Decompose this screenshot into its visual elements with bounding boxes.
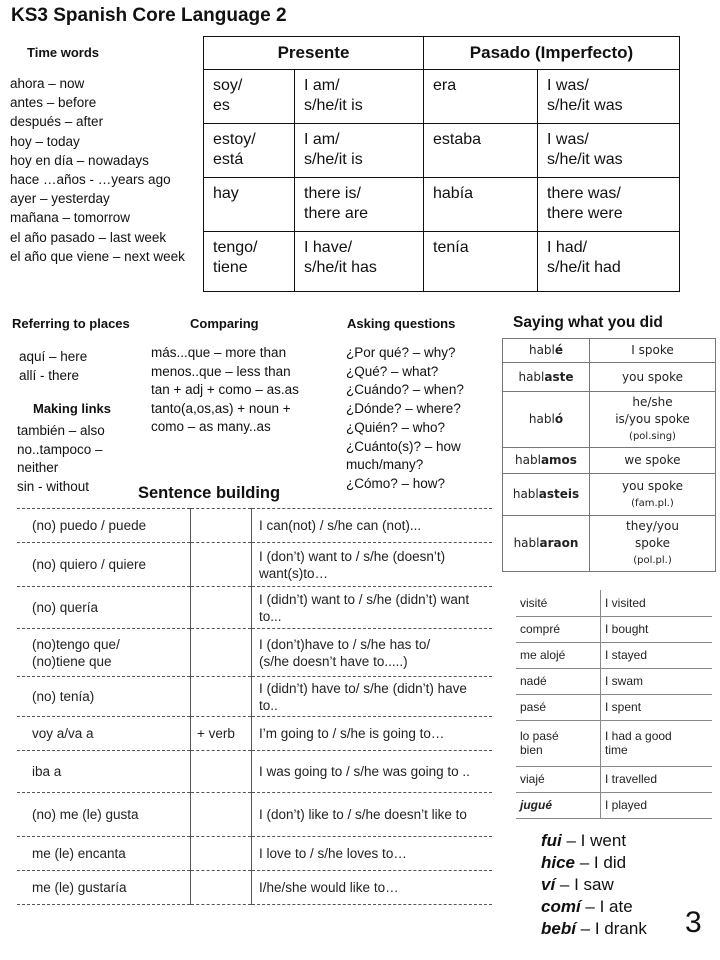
verb-cell: hay (204, 178, 295, 232)
preterite-row (516, 694, 712, 720)
preterite-verb: lo pasé bien (516, 720, 601, 766)
time-word-item: hoy – today (10, 133, 80, 149)
verb-cell: I was/ s/he/it was (538, 70, 680, 124)
hablar-meaning (590, 516, 716, 572)
preterite-row (516, 792, 712, 818)
verb-cell: tengo/ tiene (204, 232, 295, 292)
irregular-item (541, 852, 647, 874)
irregular-meaning: – I did (575, 853, 627, 872)
sentence-cell: I (didn’t) want to / s/he (didn’t) want to... (259, 591, 470, 624)
verb-cell: estoy/ está (204, 124, 295, 178)
meaning-text: he/she is/you spoke (615, 395, 690, 426)
irregular-item (541, 918, 647, 940)
verb-stem: habl (528, 343, 555, 357)
irregular-verbs (541, 830, 647, 940)
sentence-row (17, 587, 492, 629)
verb-cell: there is/ there are (295, 178, 424, 232)
irregular-meaning: – I saw (555, 875, 614, 894)
meaning-text: they/you spoke (626, 519, 679, 550)
preterite-meaning: I stayed (601, 642, 713, 668)
sentence-cell (191, 629, 252, 677)
hablar-form (503, 448, 590, 474)
sentence-cell: iba a (32, 764, 62, 779)
hablar-meaning (590, 392, 716, 448)
page-title: KS3 Spanish Core Language 2 (11, 5, 287, 26)
sentence-cell: (no) quiero / quiere (32, 557, 147, 572)
sentence-row (17, 717, 492, 751)
links-text: también – also no..tampoco – neither sin - without (17, 423, 105, 494)
time-word-item: ayer – yesterday (10, 191, 110, 207)
preterite-meaning: I swam (601, 668, 713, 694)
time-words-heading: Time words (27, 45, 100, 60)
hablar-form (503, 516, 590, 572)
meaning-note: (pol.pl.) (633, 555, 672, 566)
preterite-row (516, 668, 712, 694)
sentence-cell: I (don’t) like to / s/he doesn’t like to (259, 807, 467, 822)
sentence-cell: I/he/she would like to… (259, 880, 399, 895)
time-word-item: después – after (10, 114, 104, 130)
comparing-heading: Comparing (190, 316, 259, 331)
header-pasado: Pasado (Imperfecto) (424, 37, 680, 70)
verb-cell: estaba (424, 124, 538, 178)
verb-ending: araon (539, 536, 579, 550)
sentence-cell (191, 751, 252, 793)
hablar-row (503, 448, 716, 474)
sentence-row (17, 793, 492, 837)
preterite-verb: viajé (516, 766, 601, 792)
preterite-meaning: I played (601, 792, 713, 818)
irregular-item (541, 896, 647, 918)
hablar-row (503, 339, 716, 363)
preterite-verb: compré (516, 616, 601, 642)
preterite-meaning: I spent (601, 694, 713, 720)
time-word-item: mañana – tomorrow (10, 210, 131, 226)
sentence-cell (191, 587, 252, 629)
questions-text: ¿Por qué? – why? ¿Qué? – what? ¿Cuándo? – when? ¿Dónde? – where? ¿Quién? – who? ¿Cuánto(s)? – how much/many? ¿Cómo? – how? (346, 345, 464, 491)
hablar-form (503, 363, 590, 392)
sentence-cell: (no) puedo / puede (32, 518, 147, 533)
irregular-verb: hice (541, 853, 576, 872)
sentence-cell: me (le) gustaría (32, 880, 127, 895)
preterite-meaning: I had a good time (601, 720, 713, 766)
meaning-text: we spoke (624, 453, 681, 467)
verb-stem: habl (512, 487, 539, 501)
time-word-item: antes – before (10, 95, 97, 111)
sentence-cell: (no) quería (32, 600, 99, 615)
header-presente: Presente (204, 37, 424, 70)
sentence-building-table (17, 508, 492, 905)
sentence-cell (191, 871, 252, 905)
hablar-row (503, 516, 716, 572)
hablar-meaning (590, 339, 716, 363)
links-heading: Making links (33, 401, 112, 416)
verb-ending: asteis (538, 487, 580, 501)
sentence-row (17, 677, 492, 717)
sentence-row (17, 543, 492, 587)
verb-cell: era (424, 70, 538, 124)
meaning-note: (fam.pl.) (631, 497, 674, 509)
sentence-row (17, 871, 492, 905)
preterite-row (516, 642, 712, 668)
preterite-row (516, 766, 712, 792)
sentence-cell: me (le) encanta (32, 846, 126, 861)
sentence-cell: voy a/va a (32, 726, 94, 741)
irregular-verb: bebí (541, 919, 576, 938)
sentence-cell: I (don’t)have to / s/he has to/ (s/he doesn’t have to.....) (259, 636, 431, 669)
hablar-meaning (590, 448, 716, 474)
verb-cell: I was/ s/he/it was (538, 124, 680, 178)
verb-cell: había (424, 178, 538, 232)
saying-did-heading: Saying what you did (513, 314, 663, 331)
hablar-form (503, 339, 590, 363)
sentence-cell: I (don’t) want to / s/he (doesn’t) want(s)to… (259, 548, 446, 581)
time-word-item: el año pasado – last week (10, 229, 167, 245)
verb-stem: habl (528, 412, 555, 426)
sentence-cell: (no) tenía) (32, 689, 95, 704)
preterite-meaning: I bought (601, 616, 713, 642)
preterite-row (516, 720, 712, 766)
sentence-building-heading: Sentence building (138, 484, 281, 502)
places-text: aquí – here allí - there (19, 349, 88, 383)
verb-cell: I am/ s/he/it is (295, 124, 424, 178)
hablar-table (502, 338, 716, 572)
verb-row (204, 232, 680, 292)
page-number: 3 (685, 906, 702, 939)
hablar-meaning (590, 474, 716, 516)
verb-row (204, 70, 680, 124)
verb-ending: ó (554, 412, 564, 426)
irregular-item (541, 830, 647, 852)
verb-stem: habl (518, 369, 545, 384)
preterite-verb: jugué (516, 792, 601, 818)
verb-cell: tenía (424, 232, 538, 292)
verb-row (204, 178, 680, 232)
verb-row (204, 124, 680, 178)
preterite-verb: visité (516, 590, 601, 616)
preterite-row (516, 590, 712, 616)
sentence-row (17, 837, 492, 871)
verb-ending: amos (540, 453, 577, 467)
sentence-cell: I can(not) / s/he can (not)... (259, 518, 422, 533)
verb-cell: I had/ s/he/it had (538, 232, 680, 292)
sentence-cell (191, 677, 252, 717)
sentence-cell: I love to / s/he loves to… (259, 846, 407, 861)
verb-ending: aste (544, 369, 574, 384)
places-heading: Referring to places (12, 316, 130, 331)
time-word-item: ahora – now (10, 76, 85, 91)
hablar-form (503, 392, 590, 448)
sentence-cell: I’m going to / s/he is going to… (259, 726, 445, 741)
verb-stem: habl (515, 453, 541, 467)
sentence-cell (191, 837, 252, 871)
preterite-row (516, 616, 712, 642)
irregular-verb: ví (541, 875, 556, 894)
verb-stem: habl (513, 536, 540, 550)
verb-cell: there was/ there were (538, 178, 680, 232)
preterite-verb: pasé (516, 694, 601, 720)
verb-cell: I have/ s/he/it has (295, 232, 424, 292)
irregular-meaning: – I ate (580, 897, 633, 916)
hablar-row (503, 363, 716, 392)
questions-heading: Asking questions (347, 316, 456, 331)
preterite-table (516, 590, 712, 819)
preterite-meaning: I travelled (601, 766, 713, 792)
irregular-meaning: – I went (561, 831, 627, 850)
meaning-text: you spoke (622, 478, 683, 493)
sentence-cell: (no)tengo que/ (no)tiene que (32, 636, 120, 669)
hablar-row (503, 392, 716, 448)
sentence-row (17, 751, 492, 793)
irregular-item (541, 874, 647, 896)
preterite-verb: nadé (516, 668, 601, 694)
hablar-row (503, 474, 716, 516)
sentence-cell (191, 509, 252, 543)
hablar-form (503, 474, 590, 516)
comparing-text: más...que – more than menos..que – less than tan + adj + como – as.as tanto(a,os,as) + noun + como – as many..as (151, 345, 299, 434)
sentence-cell: (no) me (le) gusta (32, 807, 139, 822)
verb-cell: I am/ s/he/it is (295, 70, 424, 124)
sentence-cell: I was going to / s/he was going to .. (259, 764, 470, 779)
verb-cell: soy/ es (204, 70, 295, 124)
sentence-row (17, 509, 492, 543)
irregular-verb: fui (541, 831, 562, 850)
time-word-item: hoy en día – nowadays (10, 152, 149, 168)
time-word-item: el año que viene – next week (10, 248, 185, 264)
sentence-cell (191, 543, 252, 587)
sentence-cell (191, 793, 252, 837)
preterite-verb: me alojé (516, 642, 601, 668)
verb-table (203, 36, 680, 292)
irregular-meaning: – I drank (575, 919, 647, 938)
sentence-cell: + verb (191, 717, 252, 751)
time-word-item: hace …años - …years ago (10, 172, 171, 188)
irregular-verb: comí (541, 897, 581, 916)
hablar-meaning (590, 363, 716, 392)
time-words-list (10, 74, 205, 266)
meaning-text: you spoke (622, 369, 683, 384)
preterite-meaning: I visited (601, 590, 713, 616)
meaning-text: I spoke (631, 343, 674, 357)
meaning-note: (pol.sing) (629, 431, 676, 442)
sentence-cell: I (didn’t) have to/ s/he (didn’t) have to.. (259, 680, 467, 713)
sentence-row (17, 629, 492, 677)
verb-ending: é (554, 343, 564, 357)
